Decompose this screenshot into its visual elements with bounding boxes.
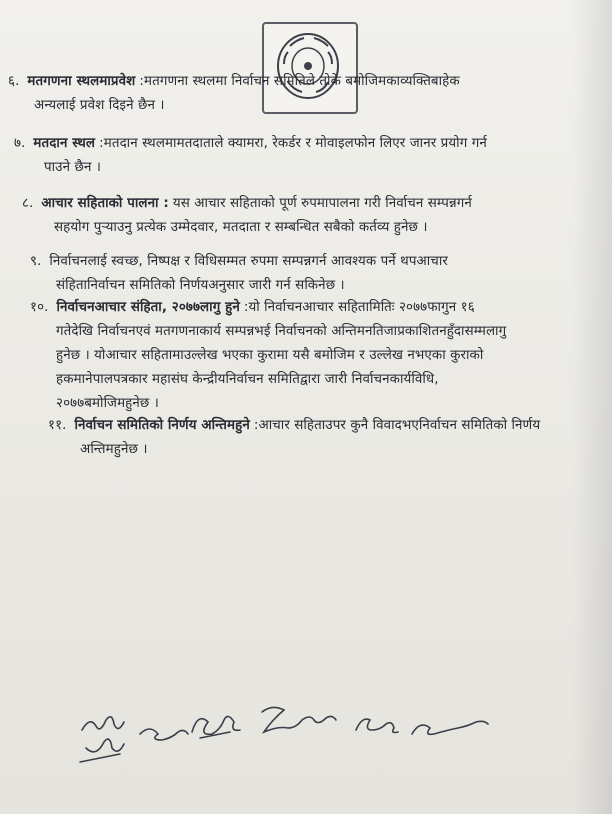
clause-10 <box>30 296 506 416</box>
signature-4 <box>262 707 336 732</box>
clause-9 <box>30 250 448 298</box>
clause-text: :यो निर्वाचनआचार सहितामितिः २०७७फागुन १६ <box>243 300 475 315</box>
clause-11 <box>48 414 540 462</box>
clause-text: :मतदान स्थलमामतदाताले क्यामरा, रेकर्डर र मोवाइलफोन लिएर जानर प्रयोग गर्न <box>99 136 487 151</box>
clause-heading: मतदान स्थल <box>33 136 96 151</box>
clause-8 <box>22 192 472 240</box>
clause-text: निर्वाचनलाई स्वच्छ, निष्पक्ष र विधिसम्मत रुपमा सम्पन्नगर्न आवश्यक पर्ने थपआचार <box>49 254 448 269</box>
clause-text: यस आचार सहिताको पूर्ण रुपमापालना गरी निर्वाचन सम्पन्नगर्न <box>172 196 472 211</box>
signatures <box>0 690 612 800</box>
clause-heading: मतगणना स्थलमाप्रवेश <box>27 74 136 89</box>
signature-2 <box>140 729 188 740</box>
signature-6 <box>412 721 488 734</box>
signature-1 <box>80 717 124 762</box>
clause-number: ८. <box>22 196 34 211</box>
clause-heading: निर्वाचनआचार संहिता, २०७७लागु हुने <box>56 300 240 315</box>
clause-7 <box>14 132 487 180</box>
clause-heading: निर्वाचन समितिको निर्णय अन्तिमहुने <box>74 418 250 433</box>
clause-number: ९. <box>30 254 42 269</box>
clause-text: :आचार सहिताउपर कुनै विवादभएनिर्वाचन समितिको निर्णय <box>253 418 541 433</box>
clause-number: ११. <box>48 418 67 433</box>
clause-text: २०७७बमोजिमहुनेछ । <box>56 396 159 411</box>
clause-heading: आचार सहिताको पालना : <box>41 196 169 211</box>
clause-text: अन्तिमहुनेछ । <box>80 442 148 457</box>
clause-text: संहितानिर्वाचन समितिको निर्णयअनुसार जारी गर्न सकिनेछ । <box>56 278 345 293</box>
clause-text: सहयोग पुऱ्याउनु प्रत्येक उम्मेदवार, मतदाता र सम्बन्धित सबैको कर्तव्य हुनेछ । <box>54 220 428 235</box>
signature-5 <box>356 719 398 732</box>
clause-text: हकमानेपालपत्रकार महासंघ केन्द्रीयनिर्वाचन समितिद्वारा जारी निर्वाचनकार्यविधि, <box>56 372 439 387</box>
clause-6 <box>8 70 460 118</box>
clause-number: ७. <box>14 136 26 151</box>
clause-text: पाउने छैन । <box>44 160 102 175</box>
clause-text: गतेदेखि निर्वाचनएवं मतगणनाकार्य सम्पन्नभई निर्वाचनको अन्तिमनतिजाप्रकाशितनहुँदासम्मलागु <box>56 324 507 339</box>
clause-text: अन्यलाई प्रवेश दिइने छैन । <box>34 98 165 113</box>
clause-number: ६. <box>8 74 20 89</box>
signature-3 <box>192 716 240 738</box>
clause-text: :मतगणना स्थलमा निर्वाचन समितिले तोके बमोजिमकाव्यक्तिबाहेक <box>139 74 460 89</box>
clause-number: १०. <box>30 300 49 315</box>
clause-text: हुनेछ । योआचार सहितामाउल्लेख भएका कुरामा यसै बमोजिम र उल्लेख नभएका कुराको <box>56 348 484 363</box>
